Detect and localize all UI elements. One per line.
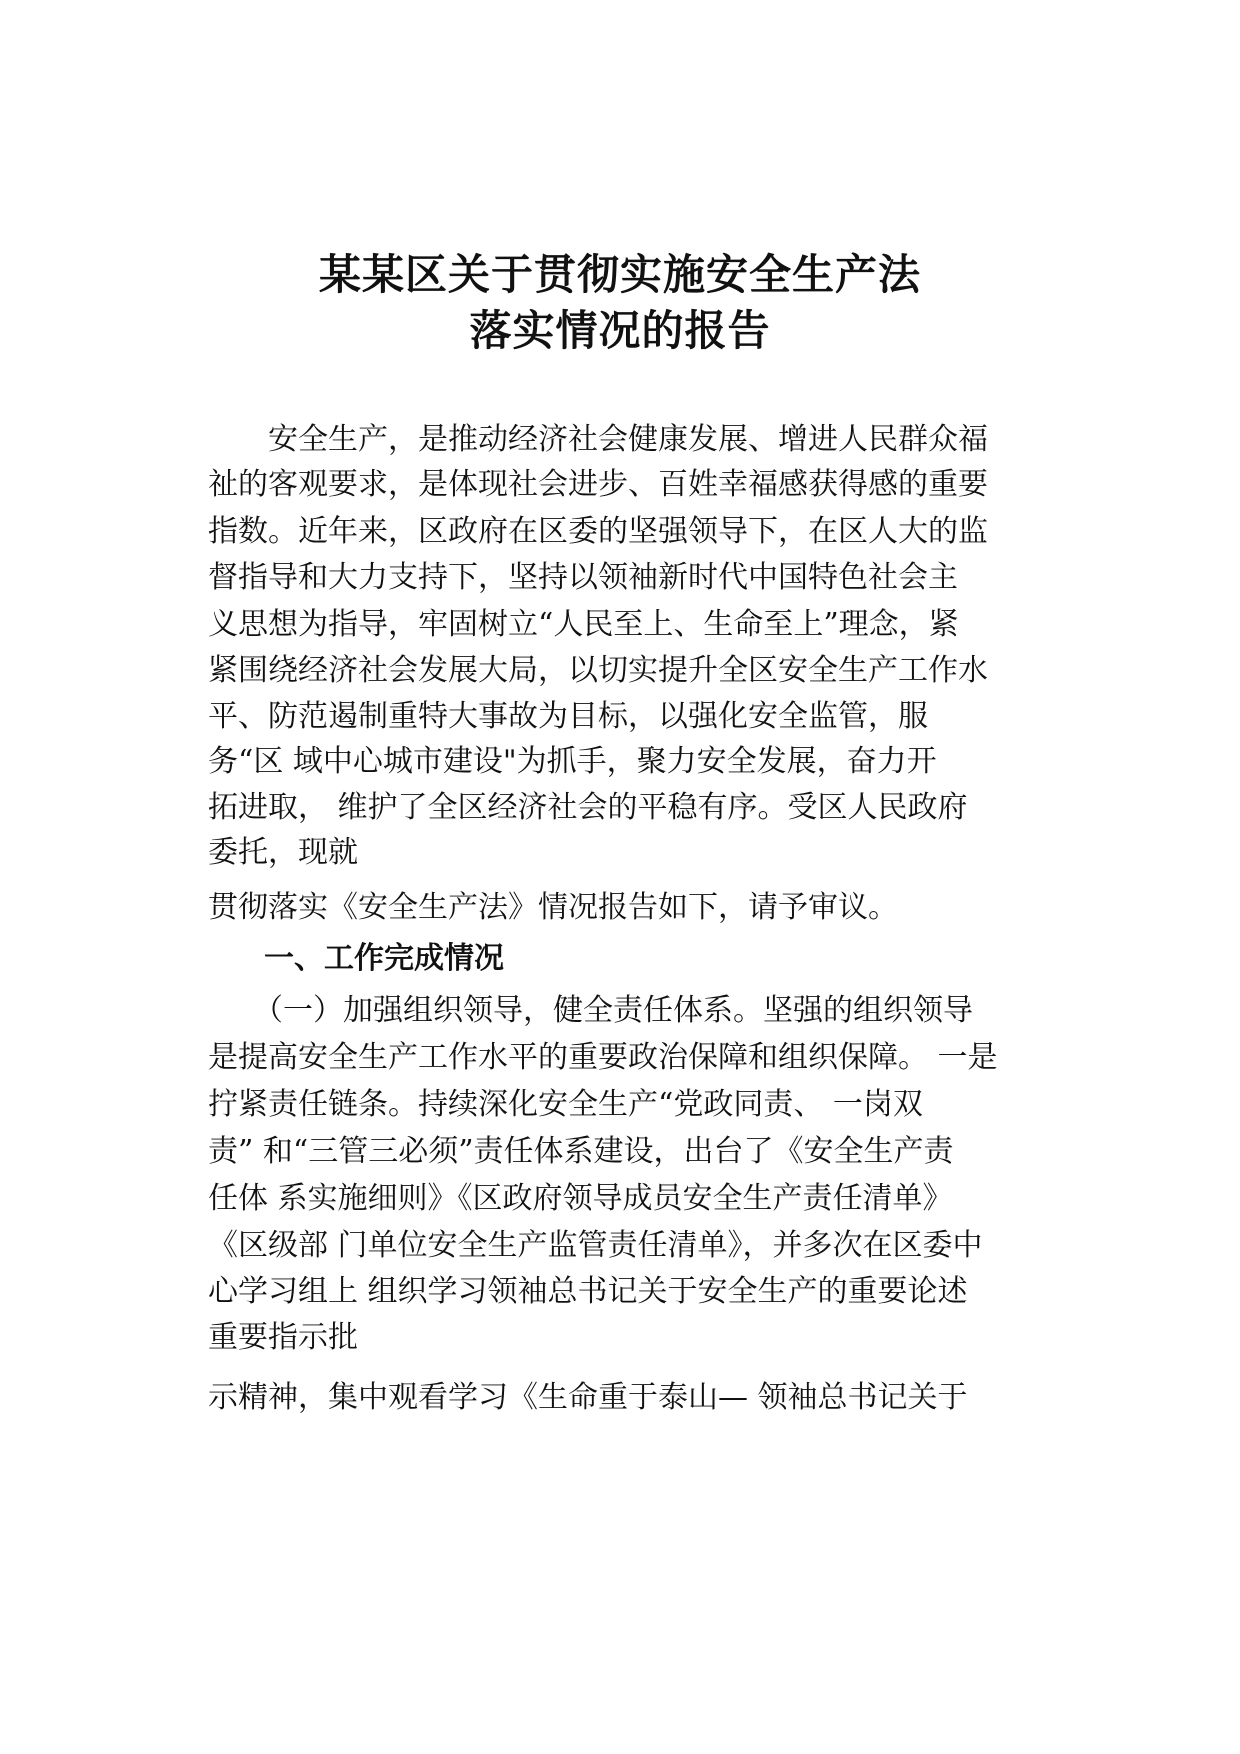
paragraph-3-line-8: 重要指示批 — [208, 1320, 358, 1355]
paragraph-3-line-6: 《区级部 门单位安全生产监管责任清单》，并多次在区委中 — [208, 1228, 983, 1263]
paragraph-4-line-1: 示精神，集中观看学习《生命重于泰山— 领袖总书记关于 — [208, 1380, 968, 1415]
paragraph-1-line-10: 委托，现就 — [208, 835, 358, 870]
paragraph-2-line-1: 贯彻落实《安全生产法》情况报告如下，请予审议。 — [208, 890, 898, 925]
paragraph-1-line-6: 紧围绕经济社会发展大局，以切实提升全区安全生产工作水 — [208, 653, 988, 688]
paragraph-1-line-7: 平、防范遏制重特大事故为目标，以强化安全监管，服 — [208, 699, 928, 734]
paragraph-1-line-1: 安全生产，是推动经济社会健康发展、增进人民群众福 — [208, 422, 988, 457]
paragraph-1-line-4: 督指导和大力支持下，坚持以领袖新时代中国特色社会主 — [208, 560, 958, 595]
paragraph-3-line-4: 责” 和“三管三必须”责任体系建设，出台了《安全生产责 — [208, 1134, 954, 1169]
paragraph-1-line-3: 指数。近年来，区政府在区委的坚强领导下，在区人大的监 — [208, 514, 988, 549]
paragraph-1-line-5: 义思想为指导，牢固树立“人民至上、生命至上”理念，紧 — [208, 607, 959, 642]
paragraph-3-line-1: （一）加强组织领导，健全责任体系。坚强的组织领导 — [208, 993, 973, 1028]
document-title-line-1: 某某区关于贯彻实施安全生产法 — [318, 250, 921, 299]
document-title-line-2: 落实情况的报告 — [469, 306, 771, 355]
section-1-heading: 一、工作完成情况 — [264, 941, 504, 976]
paragraph-3-line-5: 任体 系实施细则》《区政府领导成员安全生产责任清单》 — [208, 1181, 953, 1216]
paragraph-1-line-2: 祉的客观要求，是体现社会进步、百姓幸福感获得感的重要 — [208, 467, 988, 502]
paragraph-3-line-3: 拧紧责任链条。持续深化安全生产“党政同责、 一岗双 — [208, 1087, 923, 1122]
paragraph-3-line-2: 是提高安全生产工作水平的重要政治保障和组织保障。 一是 — [208, 1040, 998, 1075]
paragraph-1-line-9: 拓进取， 维护了全区经济社会的平稳有序。受区人民政府 — [208, 790, 968, 825]
paragraph-3-line-7: 心学习组上 组织学习领袖总书记关于安全生产的重要论述 — [208, 1274, 968, 1309]
paragraph-1-line-8: 务“区 域中心城市建设"为抓手，聚力安全发展，奋力开 — [208, 744, 937, 779]
